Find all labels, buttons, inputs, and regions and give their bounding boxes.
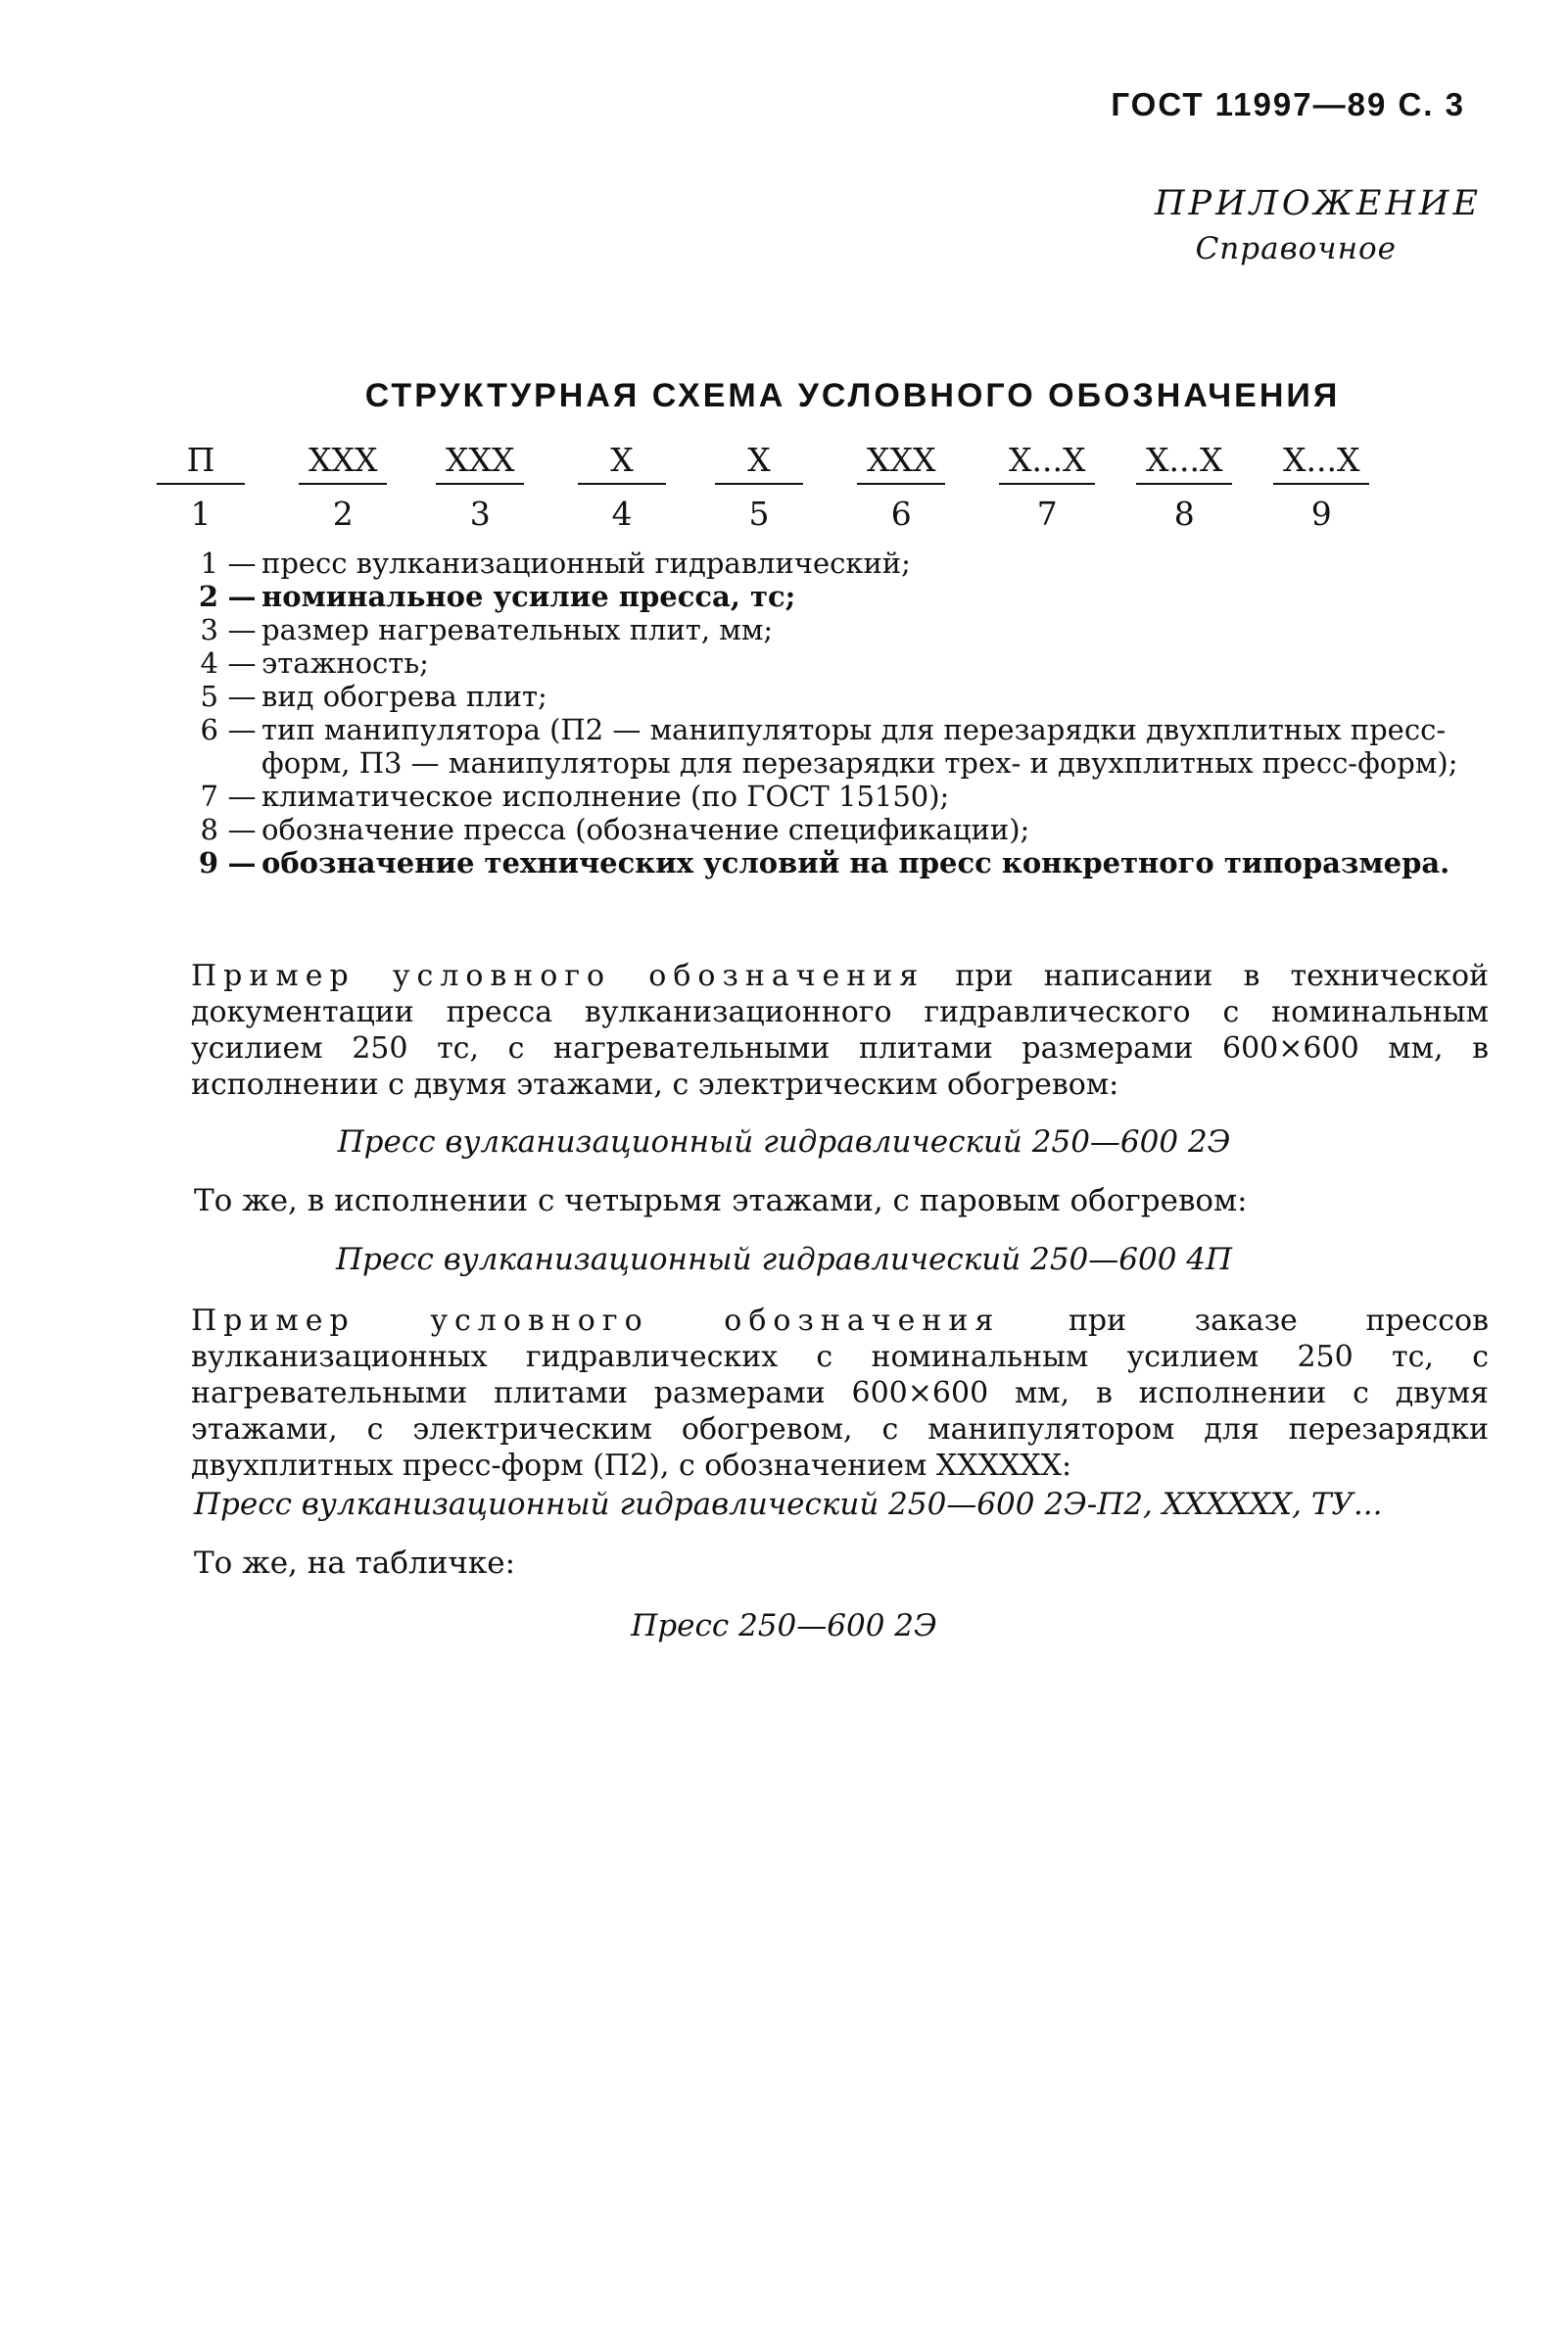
schema-code: X [578,441,666,485]
schema-item [299,441,387,533]
schema-legend [191,547,1494,880]
legend-text: вид обогрева плит; [261,680,547,713]
legend-item: 9 — обозначение технических условий на пресс конкретного типоразмера. [191,846,1494,880]
schema-number: 5 [748,495,770,533]
legend-item: 3 — размер нагревательных плит, мм; [191,613,1494,646]
schema-number: 4 [611,495,633,533]
legend-text: размер нагревательных плит, мм; [261,613,774,646]
schema-item [715,441,803,533]
schema-code: XXX [436,441,524,485]
legend-text: пресс вулканизационный гидравлический; [261,547,911,580]
schema-number: 9 [1310,495,1332,533]
example-paragraph-3 [191,1303,1489,1484]
appendix-subtitle: Справочное [1195,231,1397,266]
example-designation-4: Пресс 250—600 2Э [631,1608,937,1643]
example-designation-1: Пресс вулканизационный гидравлический 250—600 2Э [337,1124,1231,1160]
schema-code: XXX [857,441,945,485]
legend-item: 6 — тип манипулятора (П2 — манипуляторы для перезарядки двухплитных пресс-форм, П3 — манипуляторы для перезарядки трех- и двухплитных пресс-форм); [191,713,1494,780]
legend-item: 1 — пресс вулканизационный гидравлический; [191,547,1494,580]
schema-number: 8 [1173,495,1195,533]
paragraph-text: при написании в технической документации пресса вулканизационного гидравлического с номинальным усилием 250 тс, с нагревательными плитами размерами 600×600 мм, в исполнении с двумя этажами, с электрическим обогревом: [191,959,1489,1102]
example-designation-3: Пресс вулканизационный гидравлический 250—600 2Э-П2, XXXXXX, ТУ... [194,1487,1383,1522]
schema-number: 2 [332,495,354,533]
legend-item: 7 — климатическое исполнение (по ГОСТ 15150); [191,780,1494,813]
legend-number: 3 [200,613,218,646]
schema-number: 6 [890,495,912,533]
designation-schema [157,441,1391,548]
section-title: СТРУКТУРНАЯ СХЕМА УСЛОВНОГО ОБОЗНАЧЕНИЯ [364,377,1341,414]
schema-code: X [715,441,803,485]
legend-text: этажность; [261,646,429,680]
legend-number: 1 [200,547,218,580]
legend-number: 7 [200,780,218,813]
schema-item [578,441,666,533]
paragraph-text: при заказе прессов вулканизационных гидравлических с номинальным усилием 250 тс, с нагревательными плитами размерами 600×600 мм, в исполнении с двумя этажами, с электрическим обогревом, с манипулятором для перезарядки двухплитных пресс-форм (П2), с обозначением XXXXXX: [191,1304,1489,1483]
legend-text: тип манипулятора (П2 — манипуляторы для перезарядки двухплитных пресс-форм, П3 — манипуляторы для перезарядки трех- и двухплитных пресс-форм); [261,713,1458,780]
schema-item [857,441,945,533]
legend-item: 5 — вид обогрева плит; [191,680,1494,713]
schema-code: XXX [299,441,387,485]
legend-item: 8 — обозначение пресса (обозначение спецификации); [191,813,1494,846]
legend-number: 6 [200,713,218,746]
legend-item: 4 — этажность; [191,646,1494,680]
paragraph-lead: Пример условного обозначения [191,1304,1001,1338]
schema-item [157,441,245,533]
schema-item [1273,441,1369,533]
page-header: ГОСТ 11997—89 С. 3 [1111,86,1465,122]
schema-item [436,441,524,533]
legend-text: обозначение пресса (обозначение спецификации); [261,813,1030,846]
schema-code: П [157,441,245,485]
legend-number: 8 [200,813,218,846]
paragraph-4: То же, на табличке: [194,1546,516,1581]
schema-number: 7 [1036,495,1058,533]
schema-number: 1 [190,495,212,533]
schema-item [1136,441,1232,533]
legend-text: климатическое исполнение (по ГОСТ 15150); [261,780,950,813]
legend-number: 9 [198,846,218,880]
schema-code: X...X [1273,441,1369,485]
appendix-title: ПРИЛОЖЕНИЕ [1155,184,1482,223]
legend-text: обозначение технических условий на пресс конкретного типоразмера. [261,846,1450,880]
legend-number: 5 [200,680,218,713]
legend-text: номинальное усилие пресса, тс; [261,580,796,613]
legend-item: 2 — номинальное усилие пресса, тс; [191,580,1494,613]
example-paragraph-1 [191,958,1489,1103]
example-designation-2: Пресс вулканизационный гидравлический 250—600 4П [335,1242,1233,1277]
paragraph-lead: Пример условного обозначения [191,959,926,993]
schema-number: 3 [469,495,491,533]
schema-code: X...X [999,441,1095,485]
legend-number: 4 [200,646,218,680]
schema-item [999,441,1095,533]
paragraph-2: То же, в исполнении с четырьмя этажами, с паровым обогревом: [194,1183,1248,1218]
legend-number: 2 [198,580,218,613]
schema-code: X...X [1136,441,1232,485]
